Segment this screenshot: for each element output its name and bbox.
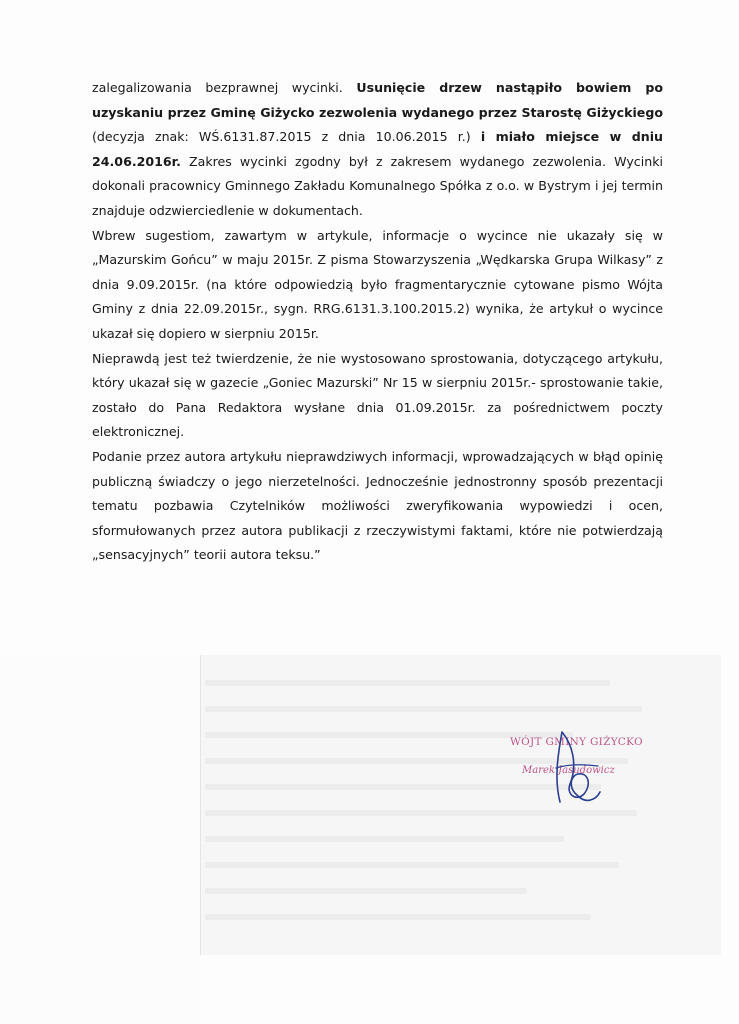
letter-body	[92, 76, 663, 568]
bleed-through-area	[0, 655, 200, 1024]
paragraph-4: Podanie przez autora artykułu nieprawdziwych informacji, wprowadzających w błąd opinię publiczną świadczy o jego nierzetelności. Jednocześnie jednostronny sposób prezentacji tematu pozbawia Czytelników możliwości zweryfikowania wypowiedzi i ocen, sformułowanych przez autora publikacji z rzeczywistymi faktami, które nie potwierdzają „sensacyjnych” teorii autora teksu.”	[92, 448, 663, 563]
paragraph-1: zalegalizowania bezprawnej wycinki. Usunięcie drzew nastąpiło bowiem po uzyskaniu przez Gminę Giżycko zezwolenia wydanego przez Starostę Giżyckiego (decyzja znak: WŚ.6131.87.2015 z dnia 10.06.2015 r.) i miało miejsce w dniu 24.06.2016r. Zakres wycinki zgodny był z zakresem wydanego zezwolenia. Wycinki dokonali pracownicy Gminnego Zakładu Komunalnego Spółka z o.o. w Bystrym i jej termin znajduje odzwierciedlenie w dokumentach.	[92, 80, 663, 218]
bold-date-statement: i miało miejsce w dniu 24.06.2016r.	[92, 129, 663, 169]
handwritten-signature	[548, 724, 608, 814]
paragraph-3: Nieprawdą jest też twierdzenie, że nie wystosowano sprostowania, dotyczącego artykułu, który ukazał się w gazecie „Goniec Mazurski” Nr 15 w sierpniu 2015r.- sprostowanie takie, zostało do Pana Redaktora wysłane dnia 01.09.2015r. za pośrednictwem poczty elektronicznej.	[92, 350, 663, 440]
bold-statement: Usunięcie drzew nastąpiło bowiem po uzyskaniu przez Gminę Giżycko zezwolenia wydanego przez Starostę Giżyckiego	[92, 80, 663, 120]
stamp-title: WÓJT GMINY GIŻYCKO	[510, 736, 643, 748]
paragraph-2: Wbrew sugestiom, zawartym w artykule, informacje o wycince nie ukazały się w „Mazurskim Gońcu” w maju 2015r. Z pisma Stowarzyszenia „Wędkarska Grupa Wilkasy” z dnia 9.09.2015r. (na które odpowiedzią było fragmentarycznie cytowane pismo Wójta Gminy z dnia 22.09.2015r., sygn. RRG.6131.3.100.2015.2) wynika, że artykuł o wycince ukazał się dopiero w sierpniu 2015r.	[92, 227, 663, 341]
stamp-name: Marek Jasudowicz	[522, 765, 615, 776]
